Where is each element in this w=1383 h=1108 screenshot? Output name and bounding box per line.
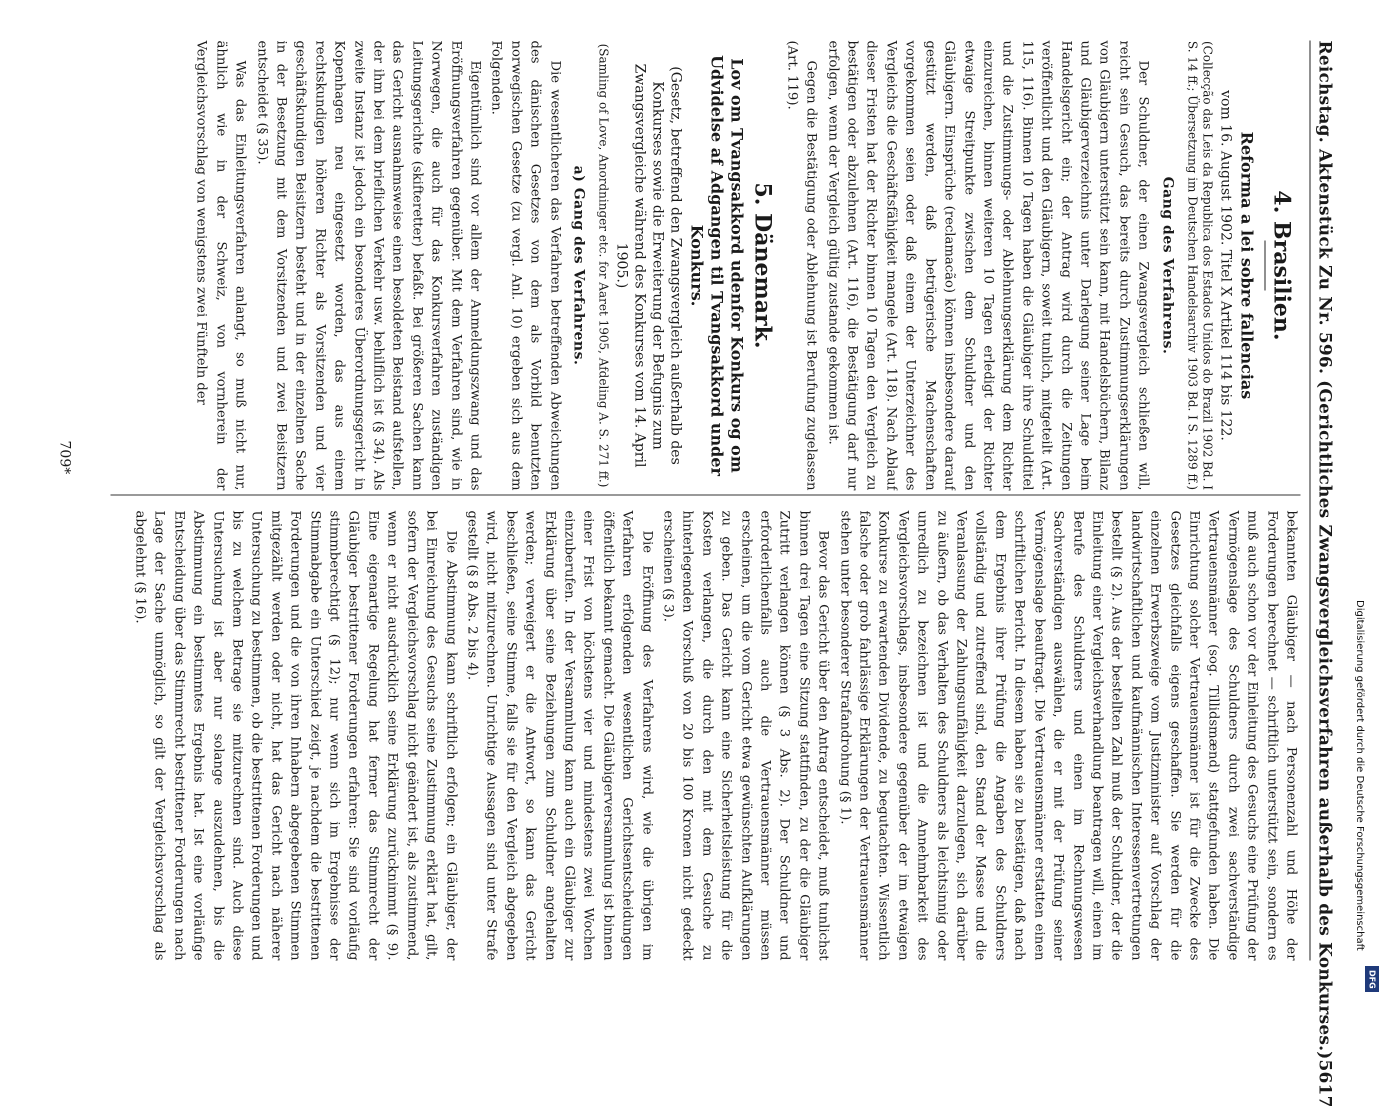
subhead-gang: Gang des Verfahrens.: [1159, 176, 1176, 355]
section-title-daenemark: 5. Dänemark.: [749, 182, 776, 349]
paragraph: Die Abstimmung kann schriftlich erfolgen; ein Gläubiger, der bei Einreichung des Gesuchs seine Zustimmung erklärt hat, gilt, sofern der Vergleichsvorschlag nicht geändert ist, als zustimmend, wenn er nicht ausdrücklich seine Erklärung zurücknimmt (§ 9). Eine eigenartige Regelung hat ferner das Stimmrecht der Gläubiger bestrittener Forderungen erfahren: Sie sind vorläufig stimmberechtigt (§ 12); nur wenn sich im Ergebnisse der Stimmabgabe ein Unterschied zeigt, je nachdem die bestrittenen Forderungen und die von ihren Inhabern abgegebenen Stimmen mitgezählt werden oder nicht, hat das Gericht nach näherer Untersuchung zu bestimmen, ob die bestrittenen Forderungen und bis zu welchem Betrage sie mitzurechnen sind. Auch diese Untersuchung ist aber nur solange auszudehnen, bis die Abstimmung ein bestimmtes Ergebnis hat. Ist eine vorläufige Entscheidung über das Stimmrecht bestrittener Forderungen nach Lage der Sache unmöglich, so gilt der Vergleichsvorschlag als abgelehnt (§ 16).: [132, 510, 459, 961]
subhead-gang-a: a) Gang des Verfahrens.: [570, 165, 587, 366]
paragraph: Eigentümlich sind vor allem der Anmeldungszwang und das Eröffnungsverfahren gegenüber. Mit dem Verfahren sind, wie in Norwegen, die auch für das Konkursverfahren zuständigen Leitungsgerichte (skifteretter) befaßt. Bei größeren Sachen kann das Gericht ausnahmsweise einen besoldeten Beistand aufstellen, der ihm bei dem brieflichen Verkehr usw. behilflich ist (§ 34). Als zweite Instanz ist jedoch ein besonderes Überordnungsgericht in Kopenhagen neu eingesetzt worden, das aus einem rechtskundigen höheren Richter als Vorsitzenden und vier geschäftskundigen Beisitzern besteht und in der einzelnen Sache in der Besetzung mit dem Vorsitzenden und zwei Beisitzern entscheidet (§ 35).: [254, 40, 483, 491]
column-divider: [111, 495, 1301, 496]
dfg-logo: DFG: [1365, 966, 1379, 992]
paragraph: bekannten Gläubiger — nach Personenzahl und Höhe der Forderungen berechnet — schriftlich unterstützt sein, sondern es muß auch schon vor der Einleitung des Gesuchs eine Prüfung der Vermögenslage des Schuldners durch zwei sachverständige Vertrauensmänner (sog. Tillidsmænd) stattgefunden haben. Die Einrichtung solcher Vertrauensmänner ist für die Zwecke des Gesetzes gleichfalls eigens geschaffen. Sie werden für die einzelnen Erwerbszweige vom Justizminister auf Vorschlag der landwirtschaftlichen und kaufmännischen Interessenvertretungen bestellt (§ 2). Aus der bestellten Zahl muß der Schuldner, der die Einleitung einer Vergleichsverhandlung beantragen will, einen im Berufe des Schuldners und einen im Rechnungswesen Sachverständigen auswählen, die er mit der Prüfung seiner Vermögenslage beauftragt. Die Vertrauensmänner erstatten einen schriftlichen Bericht. In diesem haben sie zu bestätigen, daß nach dem Ergebnis ihrer Prüfung die Angaben des Schuldners vollständig und zutreffend sind, den Stand der Masse und die Veranlassung der Zahlungsunfähigkeit darzulegen, sich darüber zu äußern, ob das Verhalten des Schuldners als leichtsinnig oder unredlich zu bezeichnen ist und die Annehmbarkeit des Vergleichsvorschlags, insbesondere gegenüber der im etwaigen Konkurse zu erwartenden Dividende, zu begutachten. Wissentlich falsche oder grob fahrlässige Erklärungen der Vertrauensmänner stehen unter besonderer Strafandrohung (§ 1).: [837, 510, 1299, 961]
section-title-brasilien: 4. Brasilien.: [1268, 190, 1295, 341]
credit-text: Digitalisierung gefördert durch die Deutsche Forschungsgemeinschaft: [1354, 600, 1365, 951]
law-subtitle-daenemark: (Gesetz, betreffend den Zwangsvergleich außerhalb des Konkurses sowie die Erweiterung der Befugnis zum Zwangsvergleiche während des Konkurses vom 14. April 1905.): [613, 63, 684, 468]
paragraph: Die wesentlicheren das Verfahren betreffenden Abweichungen des dänischen Gesetzes von dem als Vorbild benutzten norwegischen Gesetze (zu vergl. Anl. 10) ergeben sich aus dem Folgenden.: [488, 40, 563, 491]
footer-page-mark: 709*: [56, 440, 73, 475]
paragraph: Gegen die Bestätigung oder Ablehnung ist Berufung zugelassen (Art. 119).: [784, 40, 819, 491]
running-head: Reichstag. Aktenstück Zu Nr. 596. (Gerichtliches Zwangsvergleichsverfahren außerhalb des Konkurses.): [1314, 40, 1335, 1060]
page-number: 5617: [1314, 1059, 1335, 1108]
right-column: [121, 511, 1301, 961]
rotated-document-page: [0, 1, 1383, 1108]
law-source-brasilien: (Collecção das Leis da Republica dos Estados Unidos do Brazil 1902 Bd. I S. 14 ff.; Übersetzung im Deutschen Handelsarchiv 1903 Bd. I S. 1289 ff.): [1185, 40, 1215, 491]
paragraph: Was das Einleitungsverfahren anlangt, so muß nicht nur, ähnlich wie in der Schweiz, von vornherein der Vergleichsvorschlag von wenigstens zwei Fünfteln der: [193, 40, 248, 491]
left-column: [121, 41, 1301, 491]
paragraph: Die Eröffnung des Verfahrens wird, wie die übrigen im Verfahren erfolgenden wesentlichen Gerichtsentscheidungen öffentlich bekannt gemacht. Die Gläubigerversammlung ist binnen einer Frist von höchstens vier und mindestens zwei Wochen einzuberufen. In der Versammlung kann auch ein Gläubiger zur Erklärung über seine Beziehungen zum Schuldner angehalten werden; verweigert er die Antwort, so kann das Gericht beschließen, seine Stimme, falls sie für den Vergleich abgegeben wird, nicht mitzurechnen. Unrichtige Aussagen sind unter Strafe gestellt (§ 8 Abs. 2 bis 4).: [464, 510, 655, 961]
digitization-credit-strip: [1354, 0, 1383, 1000]
paragraph: Der Schuldner, der einen Zwangsvergleich schließen will, reicht sein Gesuch, das bereits durch Zustimmungserklärungen von Gläubigern unterstützt sein kann, mit Handelsbüchern, Bilanz und Gläubigerverzeichnis unter Darlegung seiner Lage beim Handelsgericht ein; der Antrag wird durch die Zeitungen veröffentlicht und den Gläubigern, soweit tunlich, mitgeteilt (Art. 115, 116). Binnen 10 Tagen haben die Gläubiger ihre Schuldtitel und die Zustimmungs- oder Ablehnungserklärung dem Richter einzureichen, binnen weiteren 10 Tagen erledigt der Richter etwaige Streitpunkte zwischen dem Schuldner und den Gläubigern. Einsprüche (reclamacão) können insbesondere darauf gestützt werden, daß betrügerische Machenschaften vorgekommen seien oder daß einem der Unterzeichner des Vergleichs die Geschäftsfähigkeit mangele (Art. 118). Nach Ablauf dieser Fristen hat der Richter binnen 10 Tagen den Vergleich zu bestätigen oder abzulehnen (Art. 116), die Bestätigung darf nur erfolgen, wenn der Vergleich gültig zustande gekommen ist.: [825, 40, 1151, 491]
law-title-brasilien: Reforma a lei sobre fallencias: [1237, 131, 1257, 400]
law-subtitle-brasilien: vom 16. August 1902. Titel X Artikel 114 bis 122.: [1217, 90, 1234, 441]
law-title-daenemark: Lov om Tvangsakkord udenfor Konkurs og om Udvidelse af Adgangen til Tvangsakkord under Konkurs.: [687, 55, 747, 476]
paragraph: Bevor das Gericht über den Antrag entscheidet, muß tunlichst binnen drei Tagen eine Sitzung stattfinden, zu der die Gläubiger Zutritt verlangen können (§ 3 Abs. 2). Der Schuldner und erforderlichenfalls auch die Vertrauensmänner müssen erscheinen, um die vom Gericht etwa gewünschten Aufklärungen zu geben. Das Gericht kann eine Sicherheitsleistung für die Kosten verlangen, die durch den mit dem Gesuche zu hinterlegenden Vorschuß von 20 bis 100 Kronen nicht gedeckt erscheinen (§ 3).: [660, 510, 831, 961]
page-header: [1310, 40, 1335, 1108]
law-source-daenemark: (Samling of Love, Anordninger etc. for Aaret 1905, Afdeling A. S. 271 ff.): [596, 43, 611, 488]
short-rule: [1264, 241, 1265, 291]
